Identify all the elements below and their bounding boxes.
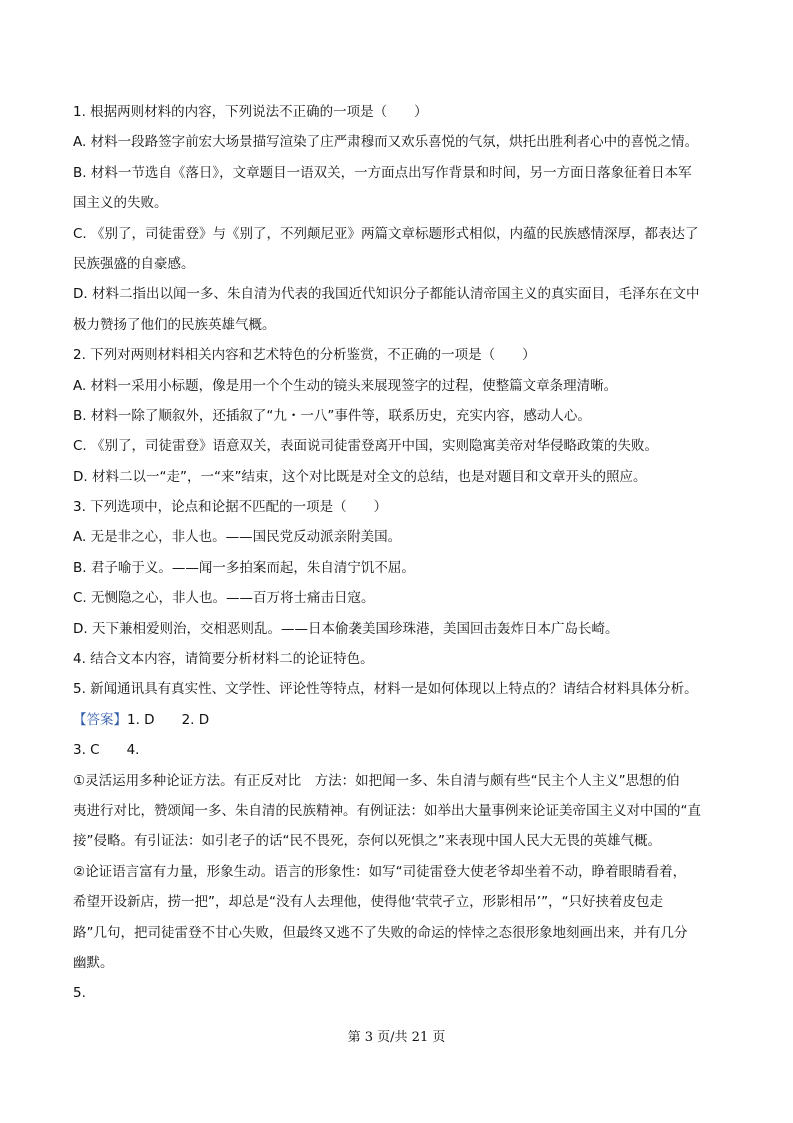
- answer-4-point-2-cont-3: 幽默。: [73, 954, 114, 971]
- answer-4-point-2: ②论证语言富有力量，形象生动。语言的形象性：如写“司徒雷登大使老爷却坐着不动，睁着眼睛看着，: [73, 863, 687, 880]
- question-3-option-a: A. 无是非之心，非人也。——国民党反动派亲附美国。: [73, 529, 402, 546]
- question-1-option-b-cont: 国主义的失败。: [73, 195, 168, 212]
- question-1-option-c-cont: 民族强盛的自豪感。: [73, 255, 195, 272]
- question-3-option-c: C. 无恻隐之心，非人也。——百万将士痛击日寇。: [73, 590, 375, 607]
- answer-line: [73, 705, 733, 735]
- answer-4-point-1-cont-2: 接”侵略。有引证法：如引老子的话“民不畏死，奈何以死惧之”来表现中国人民大无畏的英雄气概。: [73, 833, 661, 850]
- question-2-option-c: C. 《别了，司徒雷登》语意双关，表面说司徒雷登离开中国，实则隐寓美帝对华侵略政策的失败。: [73, 438, 659, 455]
- answer-4-point-2-cont-1: 希望开设新店，捞一把”，却总是“没有人去理他，使得他‘茕茕孑立，形影相吊’”，“只好挟着皮包走: [73, 894, 664, 911]
- answer-text: 1. D 2. D: [127, 711, 210, 728]
- question-5-stem: 5. 新闻通讯具有真实性、文学性、评论性等特点，材料一是如何体现以上特点的？请结合材料具体分析。: [73, 681, 698, 698]
- question-4-stem: 4. 结合文本内容，请简要分析材料二的论证特色。: [73, 651, 374, 668]
- page-footer: 第 3 页/共 21 页: [347, 1030, 446, 1045]
- answer-4-point-2-cont-2: 路”几句，把司徒雷登不甘心失败，但最终又逃不了失败的命运的悻悻之态很形象地刻画出来，并有几分: [73, 924, 688, 941]
- question-2-option-b: B. 材料一除了顺叙外，还插叙了“九・一八”事件等，联系历史，充实内容，感动人心。: [73, 407, 591, 424]
- question-1-stem: 1. 根据两则材料的内容，下列说法不正确的一项是（ ）: [73, 104, 428, 120]
- question-1-option-a: A. 材料一段路签字前宏大场景描写渲染了庄严肃穆而又欢乐喜悦的气氛，烘托出胜利者心中的喜悦之情。: [73, 134, 699, 151]
- answer-4-point-1-cont-1: 夷进行对比，赞颂闻一多、朱自清的民族精神。有例证法：如举出大量事例来论证美帝国主义对中国的“直: [73, 802, 701, 819]
- question-2-option-d: D. 材料二以一“走”，一“来”结束，这个对比既是对全文的总结，也是对题目和文章开头的照应。: [73, 468, 647, 485]
- answer-3-4: 3. C 4.: [73, 742, 140, 759]
- question-3-option-b: B. 君子喻于义。——闻一多拍案而起，朱自清宁饥不屈。: [73, 559, 415, 576]
- answer-4-point-1: ①灵活运用多种论证方法。有正反对比 方法：如把闻一多、朱自清与颇有些“民主个人主义”思想的伯: [73, 772, 680, 789]
- question-1-option-d-cont: 极力赞扬了他们的民族英雄气概。: [73, 316, 276, 333]
- page-content: [73, 97, 733, 1009]
- question-3-option-d: D. 天下兼相爱则治，交相恶则乱。——日本偷袭美国珍珠港，美国回击轰炸日本广岛长崎。: [73, 620, 619, 637]
- question-1-option-b: B. 材料一节选自《落日》，文章题目一语双关，一方面点出写作背景和时间，另一方面日落象征着日本军: [73, 164, 692, 181]
- question-3-stem: 3. 下列选项中，论点和论据不匹配的一项是（ ）: [73, 499, 388, 516]
- question-2-option-a: A. 材料一采用小标题，像是用一个个生动的镜头来展现签字的过程，使整篇文章条理清晰。: [73, 377, 618, 394]
- question-1-option-c: C. 《别了，司徒雷登》与《别了，不列颠尼亚》两篇文章标题形式相似，内蕴的民族感情深厚，都表达了: [73, 225, 699, 242]
- question-2-stem: 2. 下列对两则材料相关内容和艺术特色的分析鉴赏，不正确的一项是（ ）: [73, 347, 536, 364]
- answer-5: 5.: [73, 985, 86, 1002]
- question-1-option-d: D. 材料二指出以闻一多、朱自清为代表的我国近代知识分子都能认清帝国主义的真实面目，毛泽东在文中: [73, 286, 700, 303]
- answer-tag: 【答案】: [73, 711, 127, 728]
